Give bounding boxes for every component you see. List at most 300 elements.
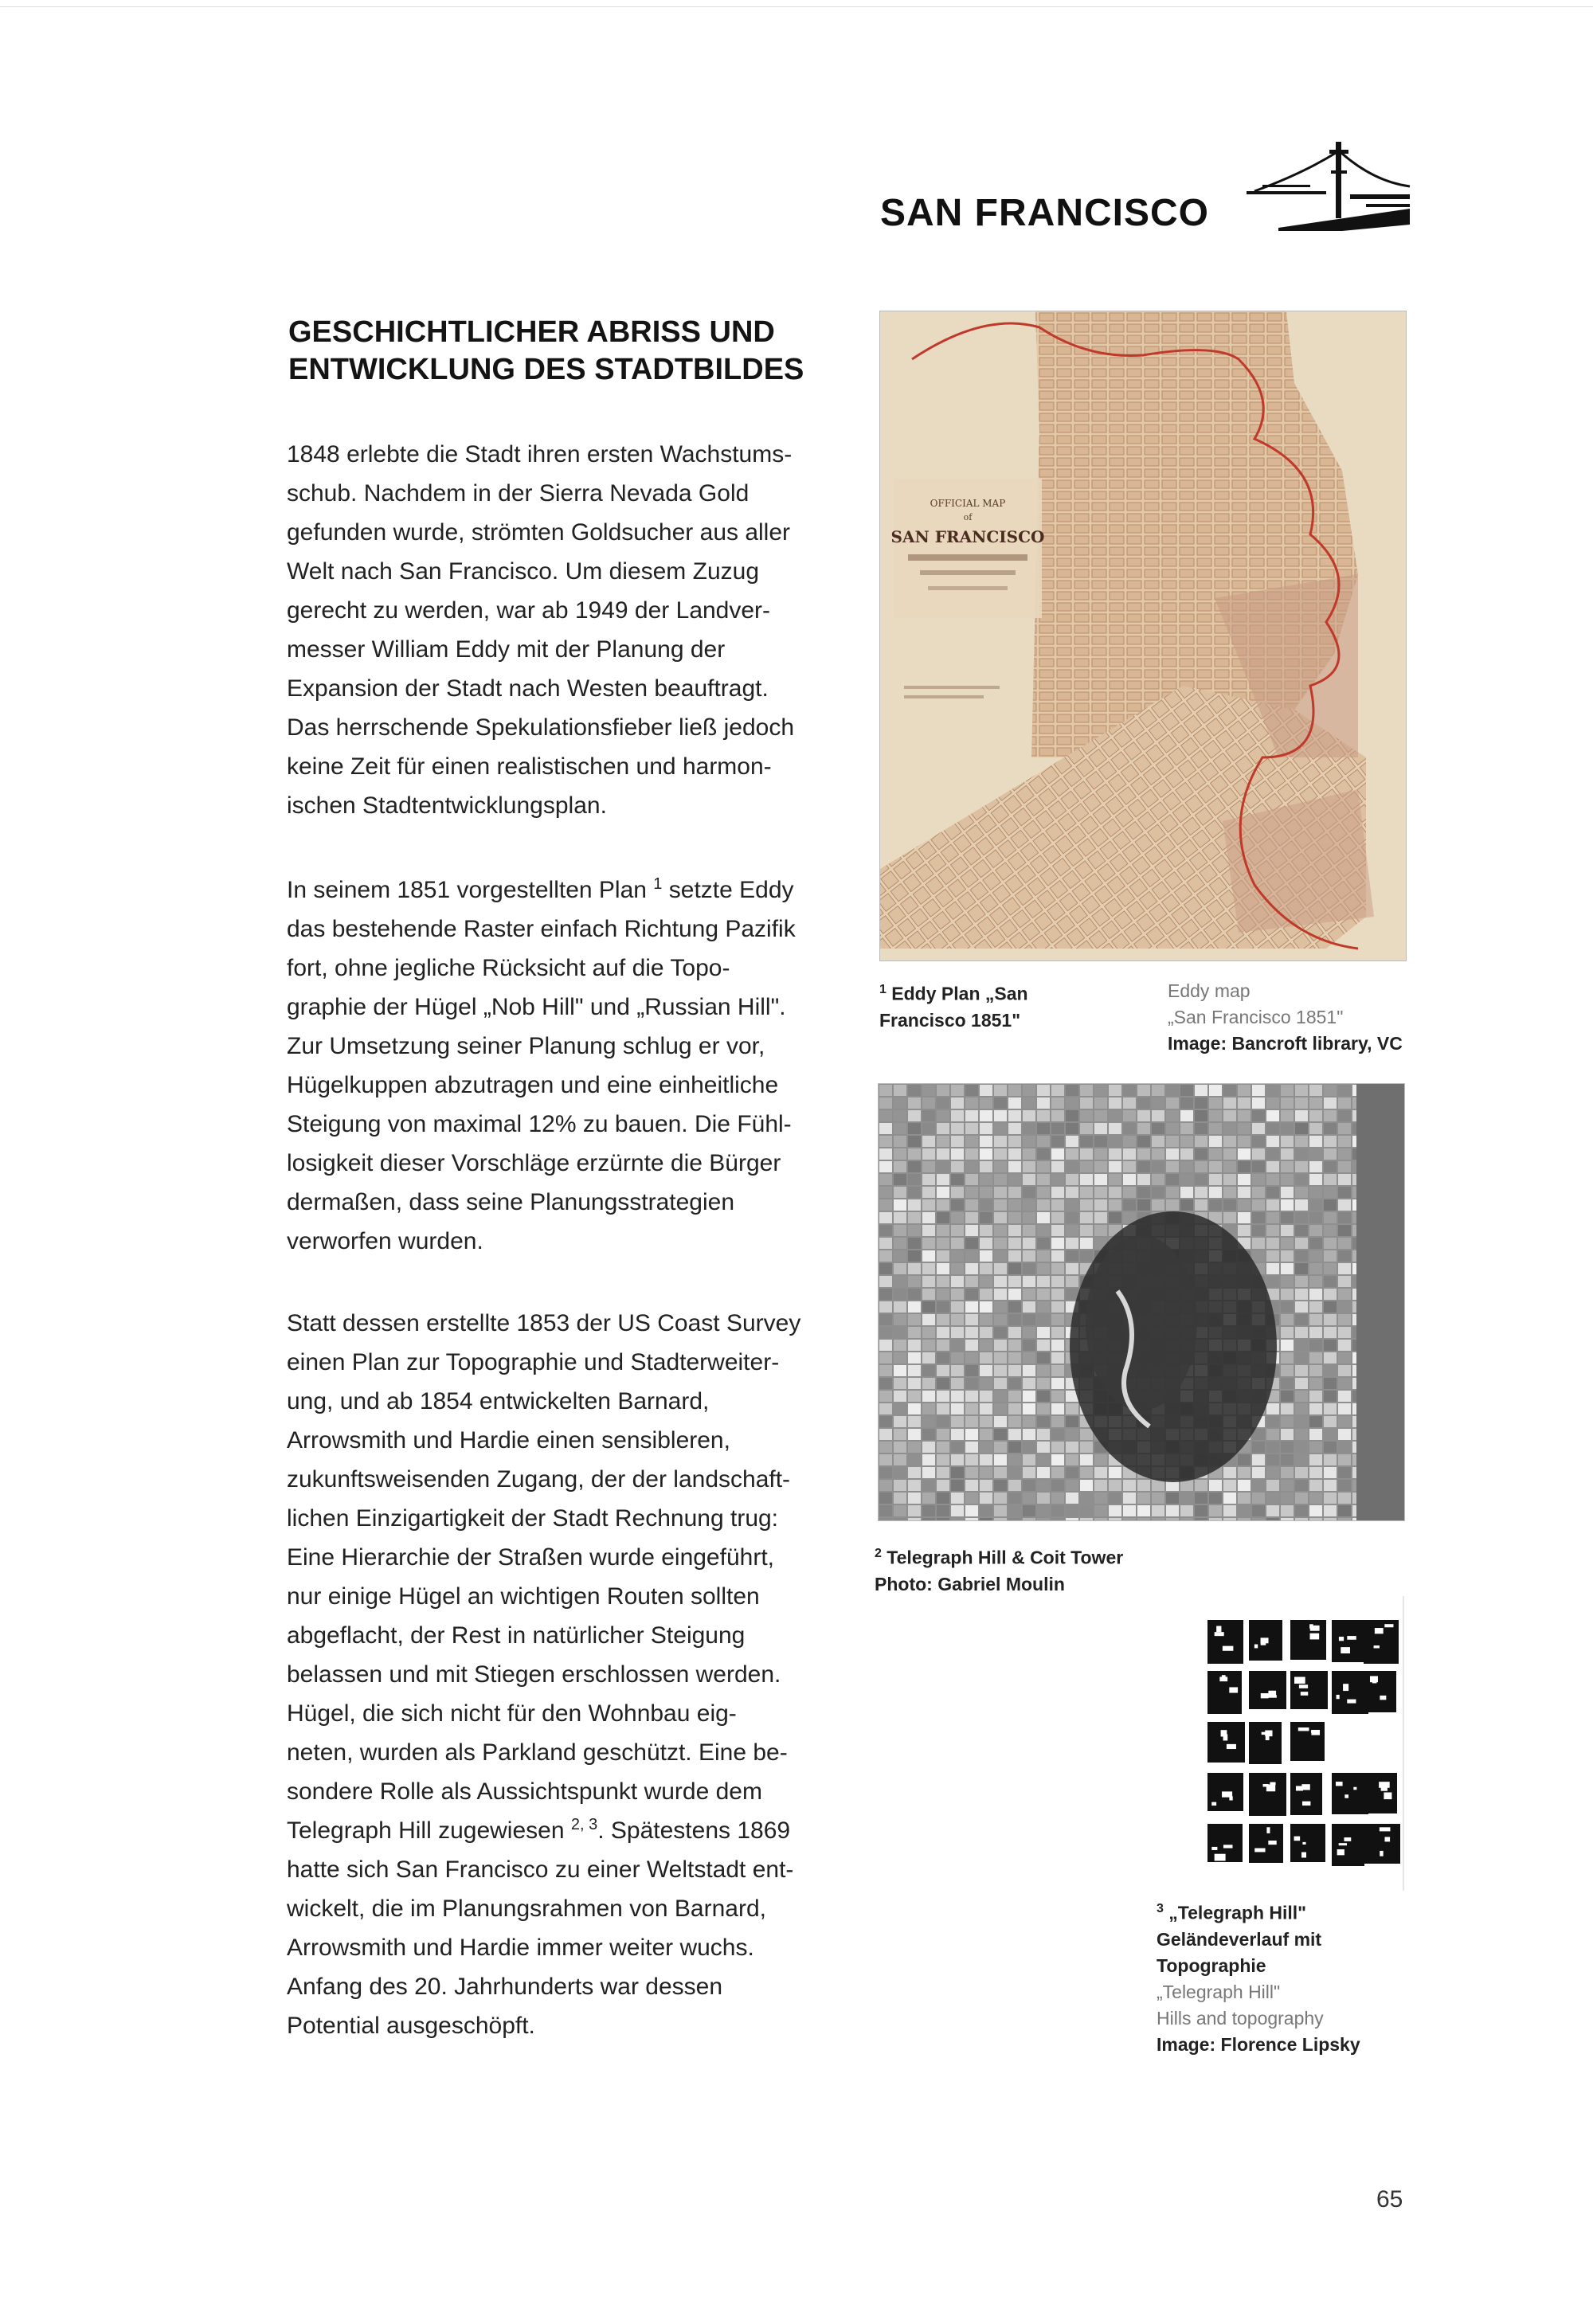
courtyard-gap [1215,1632,1224,1636]
photo-texture-block [1066,1493,1078,1504]
courtyard-gap [1294,1837,1301,1841]
photo-texture-block [1023,1301,1035,1313]
caption-line: Francisco 1851" [879,1009,1021,1031]
photo-texture-block [1080,1250,1093,1262]
photo-texture-block [908,1161,921,1172]
photo-texture-block [1023,1263,1035,1274]
photo-texture-block [1037,1442,1050,1453]
text-run: In seinem 1851 vorgestellten Plan [287,877,654,903]
photo-texture-block [1023,1429,1035,1440]
photo-texture-block [1152,1187,1164,1198]
photo-texture-block [980,1480,992,1491]
photo-texture-block [1051,1416,1064,1427]
courtyard-gap [1344,1837,1351,1841]
photo-texture-block [908,1250,921,1262]
photo-texture-block [937,1352,949,1363]
photo-texture-block [922,1352,935,1363]
photo-texture-block [1295,1085,1308,1096]
photo-texture-block [1023,1136,1035,1147]
photo-texture-block [1309,1416,1322,1427]
photo-texture-block [1094,1454,1107,1465]
photo-texture-block [1180,1518,1193,1520]
photo-texture-block [1195,1148,1207,1160]
photo-texture-block [1266,1136,1279,1147]
photo-texture-block [1266,1085,1279,1096]
photo-texture-block [1037,1174,1050,1185]
photo-texture-block [1137,1493,1150,1504]
photo-texture-block [1152,1505,1164,1516]
photo-texture-block [1209,1174,1222,1185]
building-block [1332,1773,1368,1814]
photo-texture-block [1324,1199,1337,1211]
courtyard-gap [1254,1645,1258,1649]
photo-texture-block [1123,1085,1136,1096]
image-credit: Image: Bancroft library, VC [1168,1033,1403,1054]
photo-texture-block [1109,1212,1121,1223]
photo-texture-block [980,1110,992,1121]
photo-texture-block [1008,1276,1021,1287]
photo-texture-block [1338,1327,1351,1338]
photo-texture-block [894,1352,906,1363]
photo-texture-block [1166,1085,1179,1096]
photo-texture-block [1109,1136,1121,1147]
photo-texture-block [1066,1136,1078,1147]
photo-texture-block [879,1085,892,1096]
photo-texture-block [1309,1314,1322,1325]
photo-texture-block [1066,1085,1078,1096]
photo-texture-block [1209,1199,1222,1211]
photo-texture-block [1195,1505,1207,1516]
courtyard-gap [1380,1696,1386,1700]
photo-texture-block [1008,1212,1021,1223]
photo-texture-block [1266,1442,1279,1453]
photo-texture-block [1309,1454,1322,1465]
photo-texture-block [1094,1136,1107,1147]
photo-texture-block [1209,1505,1222,1516]
photo-texture-block [1223,1467,1236,1478]
photo-texture-block [937,1314,949,1325]
photo-texture-block [894,1493,906,1504]
courtyard-gap [1229,1796,1232,1800]
photo-texture-block [1008,1365,1021,1376]
photo-texture-block [1066,1263,1078,1274]
caption-number: 2 [875,1547,882,1560]
photo-texture-block [994,1493,1007,1504]
photo-texture-block [922,1505,935,1516]
photo-texture-block [1338,1301,1351,1313]
photo-texture-block [1080,1136,1093,1147]
photo-texture-block [1051,1480,1064,1491]
photo-texture-block [879,1250,892,1262]
photo-texture-block [1195,1110,1207,1121]
photo-texture-block [980,1289,992,1300]
text-line: keine Zeit für einen realistischen und harmon- [287,753,772,780]
photo-texture-block [1238,1505,1251,1516]
photo-texture-block [922,1225,935,1236]
photo-texture-block [1109,1085,1121,1096]
page-header-title: SAN FRANCISCO [880,192,1210,234]
photo-texture-block [994,1123,1007,1134]
photo-texture-block [1180,1123,1193,1134]
photo-texture-block [1295,1518,1308,1520]
eddy-map-image [879,311,1407,961]
photo-texture-block [1066,1429,1078,1440]
courtyard-gap [1262,1732,1266,1735]
photo-texture-block [1023,1403,1035,1414]
photo-texture-block [922,1340,935,1351]
photo-texture-block [879,1148,892,1160]
photo-texture-block [1309,1327,1322,1338]
courtyard-gap [1229,1687,1238,1692]
photo-texture-block [994,1097,1007,1109]
photo-texture-block [1137,1199,1150,1211]
photo-texture-block [965,1187,978,1198]
photo-texture-block [1238,1097,1251,1109]
photo-texture-block [1023,1250,1035,1262]
photo-texture-block [937,1225,949,1236]
photo-texture-block [937,1301,949,1313]
photo-texture-block [1338,1110,1351,1121]
photo-texture-block [1037,1429,1050,1440]
photo-texture-block [1166,1136,1179,1147]
photo-texture-block [1238,1136,1251,1147]
photo-texture-block [1008,1301,1021,1313]
photo-texture-block [1295,1416,1308,1427]
photo-texture-block [922,1148,935,1160]
photo-texture-block [1281,1467,1294,1478]
photo-texture-block [965,1289,978,1300]
photo-texture-block [879,1378,892,1389]
photo-texture-block [1266,1276,1279,1287]
photo-texture-block [1137,1187,1150,1198]
photo-texture-block [1266,1174,1279,1185]
photo-texture-block [1094,1187,1107,1198]
photo-texture-block [908,1301,921,1313]
paragraph-2 [287,871,828,1261]
photo-texture-block [1209,1097,1222,1109]
photo-texture-block [1309,1480,1322,1491]
photo-texture-block [1051,1136,1064,1147]
photo-texture-block [1338,1225,1351,1236]
photo-texture-block [922,1250,935,1262]
photo-texture-block [1037,1314,1050,1325]
courtyard-gap [1216,1626,1221,1633]
photo-texture-block [994,1148,1007,1160]
photo-texture-block [980,1276,992,1287]
photo-texture-block [879,1391,892,1402]
photo-texture-block [894,1480,906,1491]
photo-texture-block [1037,1136,1050,1147]
photo-texture-block [980,1123,992,1134]
courtyard-gap [1347,1700,1356,1704]
section-title [288,314,846,389]
photo-texture-block [980,1212,992,1223]
photo-texture-block [1037,1301,1050,1313]
photo-texture-block [980,1263,992,1274]
photo-texture-block [908,1442,921,1453]
photo-texture-block [1037,1327,1050,1338]
photo-texture-block [1295,1378,1308,1389]
photo-texture-block [1295,1365,1308,1376]
photo-texture-block [1324,1289,1337,1300]
photo-texture-block [1152,1123,1164,1134]
photo-texture-block [1066,1212,1078,1223]
photo-texture-block [1309,1352,1322,1363]
photo-texture-block [879,1238,892,1249]
photo-texture-block [937,1187,949,1198]
photo-texture-block [965,1110,978,1121]
photo-texture-block [908,1187,921,1198]
photo-texture-block [1252,1454,1265,1465]
photo-texture-block [1309,1097,1322,1109]
photo-texture-block [1281,1123,1294,1134]
photo-texture-block [1309,1085,1322,1096]
photo-texture-block [1281,1199,1294,1211]
photo-texture-block [1238,1212,1251,1223]
photo-texture-block [1309,1403,1322,1414]
photo-texture-block [1195,1187,1207,1198]
photo-texture-block [1238,1199,1251,1211]
photo-texture-block [1309,1301,1322,1313]
photo-texture-block [1266,1212,1279,1223]
photo-texture-block [1180,1085,1193,1096]
photo-texture-block [980,1225,992,1236]
photo-texture-block [1180,1097,1193,1109]
photo-texture-block [1281,1097,1294,1109]
photo-texture-block [879,1365,892,1376]
photo-texture-block [951,1378,964,1389]
photo-texture-block [879,1263,892,1274]
photo-texture-block [894,1225,906,1236]
text-line: Hügel, die sich nicht für den Wohnbau eig- [287,1700,737,1727]
photo-texture-block [1080,1238,1093,1249]
photo-texture-block [1023,1391,1035,1402]
text-line: graphie der Hügel „Nob Hill" und „Russian Hill". [287,994,786,1020]
photo-texture-block [1023,1442,1035,1453]
photo-texture-block [1051,1403,1064,1414]
photo-texture-block [1094,1148,1107,1160]
photo-texture-block [1281,1327,1294,1338]
photo-texture-block [1209,1085,1222,1096]
photo-texture-block [1051,1085,1064,1096]
photo-texture-block [980,1429,992,1440]
photo-texture-block [937,1085,949,1096]
photo-texture-block [1008,1289,1021,1300]
photo-texture-block [1037,1097,1050,1109]
photo-texture-block [1338,1340,1351,1351]
photo-texture-block [879,1429,892,1440]
photo-texture-block [879,1174,892,1185]
photo-texture-block [1152,1199,1164,1211]
photo-texture-block [965,1148,978,1160]
text-line: sondere Rolle als Aussichtspunkt wurde dem [287,1778,762,1805]
photo-texture-block [894,1403,906,1414]
photo-texture-block [994,1225,1007,1236]
photo-texture-block [1051,1289,1064,1300]
photo-texture-block [1023,1327,1035,1338]
text-line: belassen und mit Stiegen erschlossen werden. [287,1661,781,1688]
photo-texture-block [894,1365,906,1376]
photo-texture-block [951,1416,964,1427]
photo-texture-block [1051,1429,1064,1440]
photo-texture-block [908,1340,921,1351]
photo-texture-block [1338,1250,1351,1262]
photo-texture-block [1180,1110,1193,1121]
photo-texture-block [980,1391,992,1402]
photo-texture-block [1023,1378,1035,1389]
photo-texture-block [1066,1161,1078,1172]
photo-texture-block [1281,1493,1294,1504]
photo-texture-block [1051,1263,1064,1274]
photo-texture-block [1338,1403,1351,1414]
photo-texture-block [1281,1289,1294,1300]
photo-texture-block [1080,1097,1093,1109]
photo-texture-block [879,1301,892,1313]
photo-texture-block [1023,1225,1035,1236]
courtyard-gap [1254,1849,1265,1853]
photo-texture-block [937,1429,949,1440]
photo-texture-block [1051,1161,1064,1172]
photo-texture-block [1137,1518,1150,1520]
photo-texture-block [1281,1225,1294,1236]
photo-texture-block [1252,1480,1265,1491]
photo-texture-block [894,1327,906,1338]
photo-texture-block [1223,1518,1236,1520]
photo-texture-block [1338,1199,1351,1211]
photo-texture-block [1094,1212,1107,1223]
photo-texture-block [1223,1505,1236,1516]
photo-texture-block [994,1365,1007,1376]
photo-texture-block [951,1161,964,1172]
courtyard-gap [1211,1802,1216,1806]
photo-texture-block [1252,1467,1265,1478]
photo-texture-block [894,1238,906,1249]
photo-texture-block [980,1136,992,1147]
photo-texture-block [965,1480,978,1491]
photo-texture-block [922,1378,935,1389]
photo-texture-block [894,1442,906,1453]
caption-line [875,1540,1257,1571]
photo-texture-block [922,1212,935,1223]
photo-texture-block [1123,1480,1136,1491]
photo-texture-block [951,1518,964,1520]
photo-texture-block [1066,1187,1078,1198]
photo-texture-block [922,1493,935,1504]
photo-texture-block [1338,1276,1351,1287]
photo-texture-block [908,1365,921,1376]
photo-texture-block [965,1467,978,1478]
photo-texture-block [980,1085,992,1096]
photo-texture-block [1266,1238,1279,1249]
photo-texture-block [879,1442,892,1453]
photo-texture-block [922,1199,935,1211]
photo-texture-block [1195,1136,1207,1147]
photo-texture-block [965,1085,978,1096]
courtyard-gap [1266,1827,1270,1833]
photo-texture-block [1109,1161,1121,1172]
photo-texture-block [1281,1174,1294,1185]
photo-texture-block [951,1480,964,1491]
photo-texture-block [980,1097,992,1109]
photo-texture-block [1180,1136,1193,1147]
photo-texture-block [922,1276,935,1287]
photo-texture-block [1008,1123,1021,1134]
text-line: messer William Eddy mit der Planung der [287,636,726,663]
photo-texture-block [994,1263,1007,1274]
photo-texture-block [1066,1518,1078,1520]
photo-texture-block [894,1314,906,1325]
photo-texture-block [937,1199,949,1211]
photo-texture-block [1238,1148,1251,1160]
courtyard-gap [1337,1695,1340,1699]
photo-texture-block [951,1110,964,1121]
photo-texture-block [1338,1352,1351,1363]
photo-texture-block [1008,1148,1021,1160]
photo-texture-block [1109,1199,1121,1211]
photo-texture-block [980,1148,992,1160]
text-line [287,871,828,910]
photo-texture-block [1209,1123,1222,1134]
caption-number: 1 [879,983,887,996]
photo-texture-block [937,1250,949,1262]
photo-texture-block [1295,1276,1308,1287]
photo-texture-block [1295,1454,1308,1465]
photo-texture-block [951,1289,964,1300]
photo-texture-block [951,1085,964,1096]
photo-texture-block [1080,1518,1093,1520]
photo-texture-block [937,1480,949,1491]
photo-texture-block [894,1136,906,1147]
photo-texture-block [1281,1314,1294,1325]
text-run: setzte Eddy [662,877,794,903]
photo-texture-block [1094,1467,1107,1478]
building-block [1364,1671,1396,1712]
courtyard-gap [1268,1691,1276,1696]
photo-texture-block [1080,1442,1093,1453]
photo-texture-block [965,1225,978,1236]
photo-texture-block [1051,1276,1064,1287]
photo-texture-block [1023,1289,1035,1300]
photo-texture-block [1080,1480,1093,1491]
photo-texture-block [965,1250,978,1262]
photo-texture-block [1051,1340,1064,1351]
photo-texture-block [1123,1161,1136,1172]
photo-texture-block [1066,1097,1078,1109]
photo-texture-block [1080,1174,1093,1185]
photo-texture-block [1109,1174,1121,1185]
photo-texture-block [908,1352,921,1363]
photo-texture-block [1324,1467,1337,1478]
photo-texture-block [951,1429,964,1440]
photo-texture-block [1051,1097,1064,1109]
photo-texture-block [894,1085,906,1096]
photo-texture-block [1309,1518,1322,1520]
photo-texture-block [1281,1442,1294,1453]
building-block [1332,1620,1367,1662]
photo-texture-block [1094,1505,1107,1516]
caption-line [879,976,1078,1007]
photo-texture-block [894,1187,906,1198]
photo-texture-block [1252,1161,1265,1172]
photo-texture-block [937,1340,949,1351]
photo-texture-block [922,1174,935,1185]
photo-texture-block [1037,1276,1050,1287]
photo-texture-block [894,1097,906,1109]
photo-texture-block [1008,1416,1021,1427]
photo-texture-block [1252,1199,1265,1211]
photo-texture-block [1195,1493,1207,1504]
photo-texture-block [994,1505,1007,1516]
